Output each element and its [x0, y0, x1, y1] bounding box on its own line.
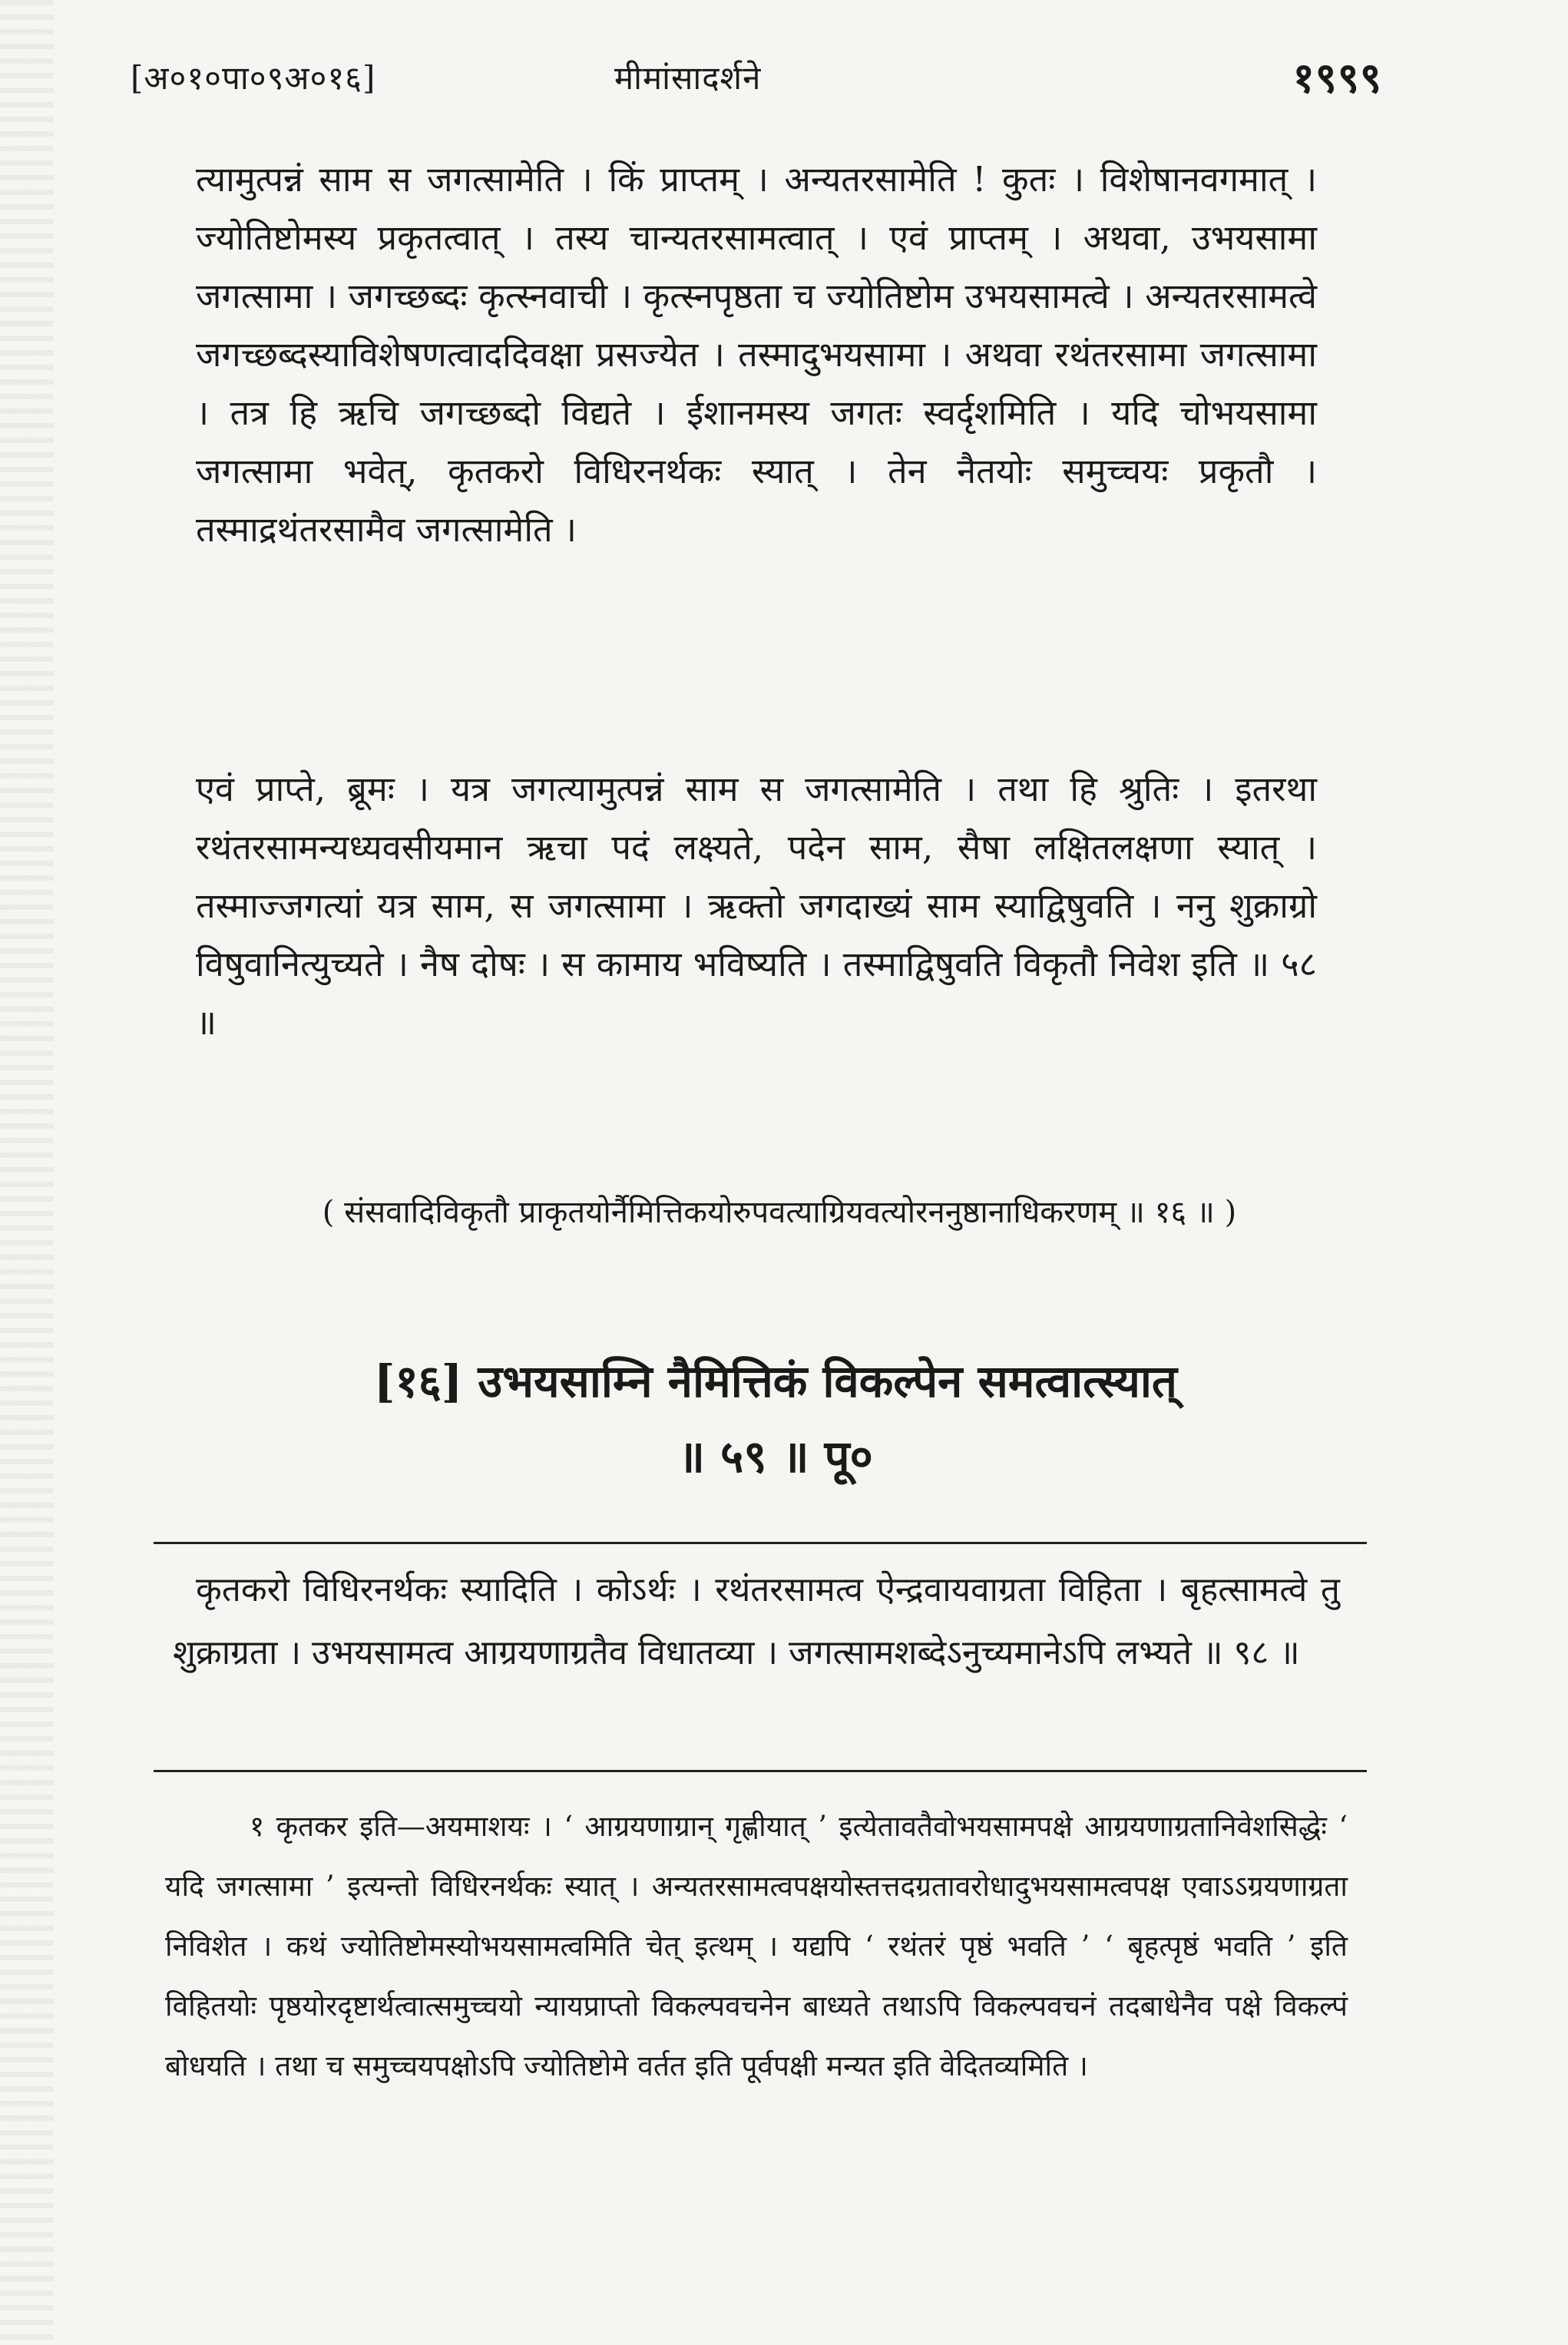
page-number: १९९९ [1292, 53, 1382, 102]
footnote: १ कृतकर इति—अयमाशयः । ‘ आग्रयणाग्रान् गृह्णीयात् ’ इत्येतावतैवोभयसामपक्षे आग्रयणाग्रतानिवेशसिद्धेः ‘ यदि जगत्सामा ’ इत्यन्तो विधिरनर्थकः स्यात् । अन्यतरसामत्वपक्षयोस्तत्तदग्रतावरोधादुभयसामत्वपक्ष एवाऽऽग्रयणाग्रता निविशेत । कथं ज्योतिष्टोमस्योभयसामत्वमिति चेत् इत्थम् । यद्यपि ‘ रथंतरं पृष्ठं भवति ’ ‘ बृहत्पृष्ठं भवति ’ इति विहितयोः पृष्ठयोरदृष्टार्थत्वात्समुच्चयो न्यायप्राप्तो विकल्पवचनेन बाध्यते तथाऽपि विकल्पवचनं तदबाधेनैव पक्षे विकल्पं बोधयति । तथा च समुच्चयपक्षोऽपि ज्योतिष्टोमे वर्तत इति पूर्वपक्षी मन्यत इति वेदितव्यमिति । [165, 1810, 1348, 2082]
chapter-reference: [अ०१०पा०९अ०१६] [131, 59, 376, 97]
commentary-block: कृतकरो विधिरनर्थकः स्यादिति । कोऽर्थः । रथंतरसामत्व ऐन्द्रवायवाग्रता विहिता । बृहत्सामत्वे तु शुक्राग्रता । उभयसामत्व आग्रयणाग्रतैव विधातव्या । जगत्सामशब्देऽनुच्यमानेऽपि लभ्यते ॥ ९८ ॥ [173, 1570, 1340, 1672]
sutra-text: [१६] उभयसाम्नि नैमित्तिकं विकल्पेन समत्वात्स्यात् [374, 1355, 1177, 1407]
adhikarana-title: ( संसवादिविकृतौ प्राकृतयोर्नैमित्तिकयोरुपवत्याग्रियवत्योरननुष्ठानाधिकरणम् ॥ १६ ॥ ) [322, 1195, 1237, 1230]
scan-edge-marks [0, 0, 54, 2345]
main-paragraph-1: त्यामुत्पन्नं साम स जगत्सामेति । किं प्राप्तम् । अन्यतरसामेति ! कुतः । विशेषानवगमात् । ज्योतिष्टोमस्य प्रकृतत्वात् । तस्य चान्यतरसामत्वात् । एवं प्राप्तम् । अथवा, उभयसामा जगत्सामा । जगच्छब्दः कृत्स्नवाची । कृत्स्नपृष्ठता च ज्योतिष्टोम उभयसामत्वे । अन्यतरसामत्वे जगच्छब्दस्याविशेषणत्वाददिवक्षा प्रसज्येत । तस्मादुभयसामा । अथवा रथंतरसामा जगत्सामा । तत्र हि ऋचि जगच्छब्दो विद्यते । ईशानमस्य जगतः स्वर्दृशमिति । यदि चोभयसामा जगत्सामा भवेत्, कृतकरो विधिरनर्थकः स्यात् । तेन नैतयोः समुच्चयः प्रकृतौ । तस्माद्रथंतरसामैव जगत्सामेति । [196, 159, 1317, 550]
sutra-number: ॥ ५९ ॥ पू० [678, 1430, 873, 1483]
running-header [123, 48, 1382, 101]
sutra-heading [230, 1344, 1321, 1494]
main-paragraph-2: एवं प्राप्ते, ब्रूमः । यत्र जगत्यामुत्पन्नं साम स जगत्सामेति । तथा हि श्रुतिः । इतरथा रथंतरसामन्यध्यवसीयमान ऋचा पदं लक्ष्यते, पदेन साम, सैषा लक्षितलक्षणा स्यात् । तस्माज्जगत्यां यत्र साम, स जगत्सामा । ऋक्तो जगदाख्यं साम स्याद्विषुवति । ननु शुक्राग्रो विषुवानित्युच्यते । नैष दोषः । स कामाय भविष्यति । तस्माद्विषुवति विकृतौ निवेश इति ॥ ५८ ॥ [196, 769, 1317, 1043]
book-title: मीमांसादर्शने [614, 59, 762, 97]
divider-top [154, 1542, 1367, 1544]
divider-bottom [154, 1770, 1367, 1772]
